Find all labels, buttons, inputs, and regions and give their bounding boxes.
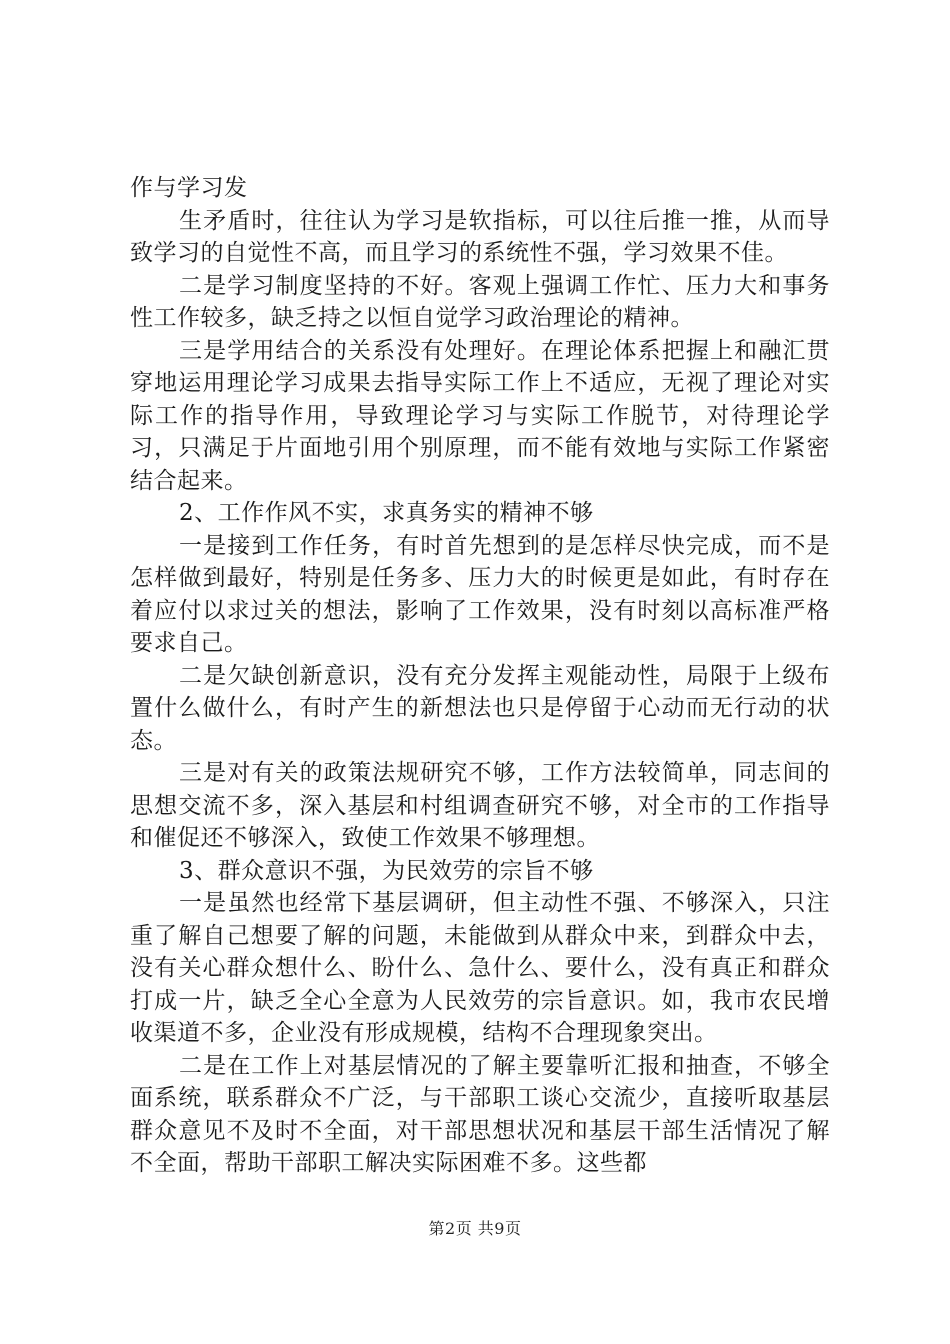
paragraph-grassroots-understanding: 二是在工作上对基层情况的了解主要靠听汇报和抽查，不够全面系统，联系群众不广泛，与干部职工谈心交流少，直接听取基层群众意见不及时不全面，对干部思想状况和基层干部生活情况了解不全面，帮助干部职工解决实际困难不多。这些都 (130, 1052, 830, 1176)
paragraph-study-system: 二是学习制度坚持的不好。客观上强调工作忙、压力大和事务性工作较多，缺乏持之以恒自觉学习政治理论的精神。 (130, 272, 830, 331)
paragraph-grassroots-research: 一是虽然也经常下基层调研，但主动性不强、不够深入，只注重了解自己想要了解的问题，未能做到从群众中来，到群众中去，没有关心群众想什么、盼什么、急什么、要什么，没有真正和群众打成一片，缺乏全心全意为人民效劳的宗旨意识。如，我市农民增收渠道不多，企业没有形成规模，结构不合理现象突出。 (130, 890, 830, 1046)
paragraph-study-contradiction: 生矛盾时，往往认为学习是软指标，可以往后推一推，从而导致学习的自觉性不高，而且学习的系统性不强，学习效果不佳。 (130, 207, 830, 266)
section-heading-mass-awareness: 3、群众意识不强，为民效劳的宗旨不够 (179, 857, 594, 884)
paragraph-policy-research: 三是对有关的政策法规研究不够，工作方法较简单，同志间的思想交流不多，深入基层和村组调查研究不够，对全市的工作指导和催促还不够深入，致使工作效果不够理想。 (130, 760, 830, 851)
section-heading-work-style: 2、工作作风不实，求真务实的精神不够 (179, 500, 594, 526)
page-number: 第2页 共9页 (428, 1219, 522, 1238)
body-text (130, 172, 830, 1180)
paragraph-task-attitude: 一是接到工作任务，有时首先想到的是怎样尽快完成，而不是怎样做到最好，特别是任务多、压力大的时候更是如此，有时存在着应付以求过关的想法，影响了工作效果，没有时刻以高标准严格要求自己。 (130, 532, 830, 656)
paragraph-innovation: 二是欠缺创新意识，没有充分发挥主观能动性，局限于上级布置什么做什么，有时产生的新想法也只是停留于心动而无行动的状态。 (130, 662, 830, 754)
paragraph-theory-practice: 三是学用结合的关系没有处理好。在理论体系把握上和融汇贯穿地运用理论学习成果去指导实际工作上不适应，无视了理论对实际工作的指导作用，导致理论学习与实际工作脱节，对待理论学习，只满足于片面地引用个别原理，而不能有效地与实际工作紧密结合起来。 (130, 337, 830, 494)
page-footer (0, 1216, 950, 1239)
paragraph-continuation: 作与学习发 (130, 175, 248, 201)
